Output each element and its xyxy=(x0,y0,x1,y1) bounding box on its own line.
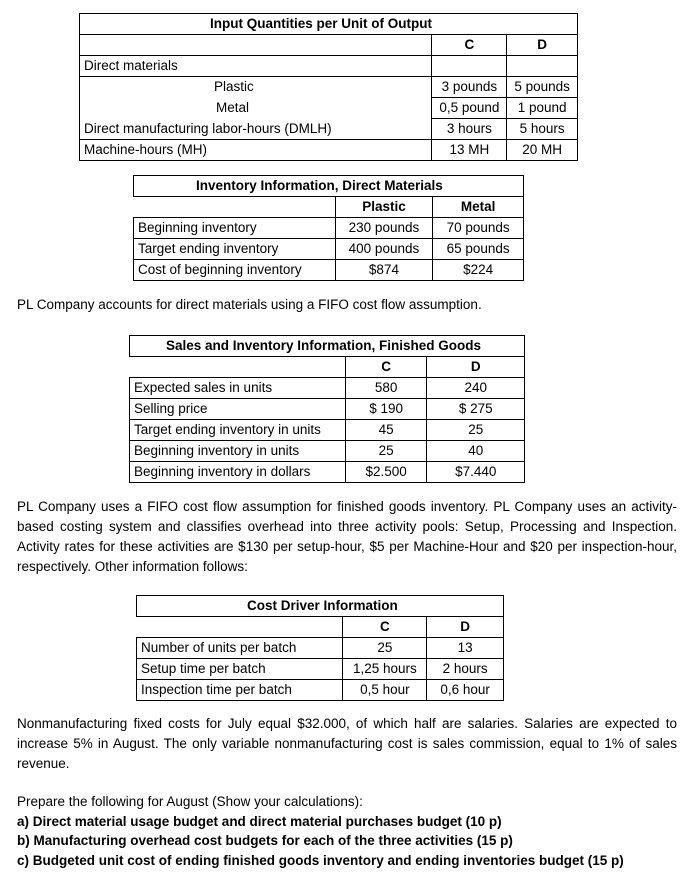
prepare-instructions: Prepare the following for August (Show your calculations): xyxy=(17,794,363,809)
table-row: Inspection time per batch 0,5 hour 0,6 hour xyxy=(137,680,504,701)
row-label: Cost of beginning inventory xyxy=(134,260,336,281)
row-label: Metal xyxy=(216,100,250,115)
fifo-materials-paragraph: PL Company accounts for direct materials using a FIFO cost flow assumption. xyxy=(17,297,482,312)
table-row: Selling price $ 190 $ 275 xyxy=(130,399,525,420)
table-row: Metal 0,5 pound 1 pound xyxy=(80,98,578,119)
row-label: Setup time per batch xyxy=(137,659,343,680)
table-row: Plastic 3 pounds 5 pounds xyxy=(80,77,578,98)
col-header-d: D xyxy=(507,35,578,56)
table-row: Beginning inventory in dollars $2.500 $7.440 xyxy=(130,462,525,483)
question-a: a) Direct material usage budget and direct material purchases budget (10 p) xyxy=(17,814,502,829)
materials-inventory-table xyxy=(133,175,524,281)
col-header-c: C xyxy=(432,35,507,56)
table-title: Cost Driver Information xyxy=(137,596,504,617)
finished-goods-table xyxy=(129,335,525,483)
nonmanufacturing-costs-paragraph: Nonmanufacturing fixed costs for July equal $32.000, of which half are salaries. Salaries are expected to increase 5% in August. The only variable nonmanufacturing cost is sales commission, equal to 1% of sales revenue. xyxy=(17,716,677,771)
section-label: Direct materials xyxy=(80,56,432,77)
col-header-plastic: Plastic xyxy=(335,197,433,218)
table-row: Target ending inventory in units 45 25 xyxy=(130,420,525,441)
row-label: Beginning inventory in units xyxy=(130,441,346,462)
table-title: Inventory Information, Direct Materials xyxy=(134,176,524,197)
table-title: Sales and Inventory Information, Finished Goods xyxy=(130,336,525,357)
row-label: Target ending inventory in units xyxy=(130,420,346,441)
question-b: b) Manufacturing overhead cost budgets for each of the three activities (15 p) xyxy=(17,833,513,848)
row-label: Target ending inventory xyxy=(134,239,336,260)
question-c: c) Budgeted unit cost of ending finished goods inventory and ending inventories budget (15 p) xyxy=(17,853,624,868)
col-header-d: D xyxy=(427,357,525,378)
row-label: Beginning inventory in dollars xyxy=(130,462,346,483)
col-header-d: D xyxy=(427,617,504,638)
row-label: Beginning inventory xyxy=(134,218,336,239)
col-header-metal: Metal xyxy=(433,197,524,218)
table-row: Target ending inventory 400 pounds 65 pounds xyxy=(134,239,524,260)
row-label: Plastic xyxy=(80,77,432,98)
table-row: Setup time per batch 1,25 hours 2 hours xyxy=(137,659,504,680)
table-row: Number of units per batch 25 13 xyxy=(137,638,504,659)
input-quantities-table xyxy=(79,13,578,161)
row-label: Selling price xyxy=(130,399,346,420)
table-row: Direct manufacturing labor-hours (DMLH) 3 hours 5 hours xyxy=(80,119,578,140)
col-header-c: C xyxy=(343,617,427,638)
row-label: Direct manufacturing labor-hours (DMLH) xyxy=(84,120,332,136)
row-label: Number of units per batch xyxy=(137,638,343,659)
cost-driver-table xyxy=(136,595,504,701)
table-row: Beginning inventory 230 pounds 70 pounds xyxy=(134,218,524,239)
table-row: Expected sales in units 580 240 xyxy=(130,378,525,399)
row-label: Expected sales in units xyxy=(130,378,346,399)
table-row: Cost of beginning inventory $874 $224 xyxy=(134,260,524,281)
col-header-c: C xyxy=(345,357,427,378)
table-row: Machine-hours (MH) 13 MH 20 MH xyxy=(80,140,578,161)
table-row: Beginning inventory in units 25 40 xyxy=(130,441,525,462)
row-label: Machine-hours (MH) xyxy=(80,140,432,161)
table-title: Input Quantities per Unit of Output xyxy=(210,16,432,31)
row-label: Inspection time per batch xyxy=(137,680,343,701)
abc-overhead-paragraph: PL Company uses a FIFO cost flow assumption for finished goods inventory. PL Company uses an activity-based costing system and classifies overhead into three activity pools: Setup, Processing and Inspection. Activity rates for these activities are $130 per setup-hour, $5 per Machine-Hour and $20 per inspection-hour, respectively. Other information follows: xyxy=(17,499,677,574)
